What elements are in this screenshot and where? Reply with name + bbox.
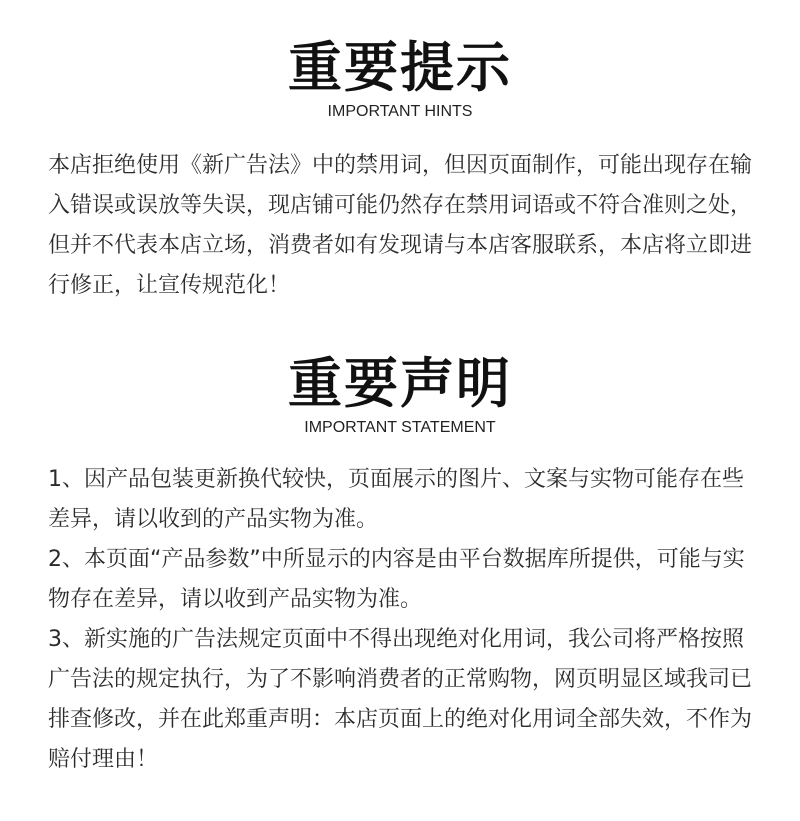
hints-header [0, 38, 800, 122]
statement-subtitle: IMPORTANT STATEMENT [304, 419, 496, 436]
hints-title: 重要提示 [288, 36, 512, 99]
statement-item-2: 2、本页面“产品参数”中所显示的内容是由平台数据库所提供，可能与实物存在差异，请以收到产品实物为准。 [48, 547, 745, 612]
hints-subtitle: IMPORTANT HINTS [327, 103, 473, 120]
statement-list [48, 460, 753, 780]
statement-title: 重要声明 [288, 352, 512, 415]
statement-header [0, 354, 800, 438]
statement-item-3: 3、新实施的广告法规定页面中不得出现绝对化用词，我公司将严格按照广告法的规定执行，为了不影响消费者的正常购物，网页明显区域我司已排查修改，并在此郑重声明：本店页面上的绝对化用词全部失效，不作为赔付理由！ [48, 627, 753, 772]
hints-paragraph: 本店拒绝使用《新广告法》中的禁用词，但因页面制作，可能出现存在输入错误或误放等失误，现店铺可能仍然存在禁用词语或不符合准则之处，但并不代表本店立场，消费者如有发现请与本店客服联系，本店将立即进行修正，让宣传规范化！ [48, 153, 753, 298]
statement-item-1: 1、因产品包装更新换代较快，页面展示的图片、文案与实物可能存在些差异，请以收到的产品实物为准。 [48, 467, 744, 532]
